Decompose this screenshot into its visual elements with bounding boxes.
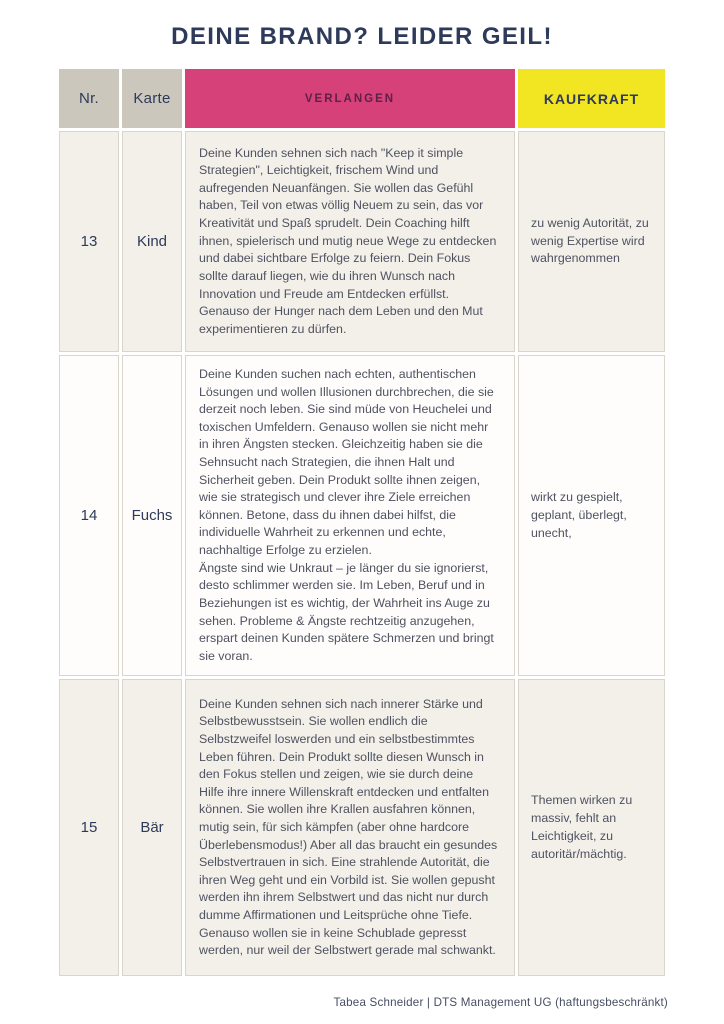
verlangen-cell <box>185 131 515 352</box>
table-header <box>59 69 665 128</box>
row-number-cell: 14 <box>59 355 119 676</box>
card-name-cell: Fuchs <box>122 355 182 676</box>
table-row <box>59 355 665 676</box>
verlangen-paragraph: Ängste sind wie Unkraut – je länger du sie ignorierst, desto schlimmer werden sie. Im Leben, Beruf und in Beziehungen ist es wichtig, der Wahrheit ins Auge zu sehen. Probleme & Ängste rechtzeitig anzugehen, erspart deinen Kunden spätere Schmerzen und bringt sie voran. <box>199 560 494 663</box>
header-kaufkraft: KAUFKRAFT <box>518 69 665 128</box>
table-row <box>59 131 665 352</box>
verlangen-paragraph: Genauso der Hunger nach dem Leben und den Mut experimentieren zu dürfen. <box>199 304 483 336</box>
kaufkraft-cell: Themen wirken zu massiv, fehlt an Leichtigkeit, zu autoritär/mächtig. <box>518 679 665 976</box>
footer-credit: Tabea Schneider | DTS Management UG (haftungsbeschränkt) <box>333 996 668 1010</box>
verlangen-cell <box>185 355 515 676</box>
row-number-cell: 13 <box>59 131 119 352</box>
table-row <box>59 679 665 976</box>
header-nr: Nr. <box>59 69 119 128</box>
verlangen-paragraph: Deine Kunden suchen nach echten, authentischen Lösungen und wollen Illusionen durchbrechen, die sie derzeit noch leben. Sie sind müde von Heuchelei und toxischen Umfeldern. Genauso wollen sie nicht mehr in ihren Ängsten stecken. Gleichzeitig haben sie die Sehnsucht nach Strategien, die ihnen Halt und Sicherheit geben. Dein Produkt sollte ihnen zeigen, wie sie strategisch und clever ihre Ziele erreichen können. Betone, dass du ihnen dabei hilfst, die individuelle Wahrheit zu erkennen und echte, nachhaltige Erfolge zu erzielen. <box>199 367 494 558</box>
header-row <box>59 69 665 128</box>
verlangen-paragraph: Genauso wollen sie in keine Schublade gepresst werden, nur weil der Selbstwert gerade mal schwankt. <box>199 925 496 958</box>
header-verlangen: VERLANGEN <box>185 69 515 128</box>
row-number-cell: 15 <box>59 679 119 976</box>
kaufkraft-cell: zu wenig Autorität, zu wenig Expertise wird wahrgenommen <box>518 131 665 352</box>
kaufkraft-cell: wirkt zu gespielt, geplant, überlegt, unecht, <box>518 355 665 676</box>
brand-table <box>56 66 668 979</box>
card-name-cell: Kind <box>122 131 182 352</box>
verlangen-cell <box>185 679 515 976</box>
verlangen-paragraph: Deine Kunden sehnen sich nach innerer Stärke und Selbstbewusstsein. Sie wollen endlich die Selbstzweifel loswerden und ein selbstbestimmtes Leben führen. Dein Produkt sollte diesen Wunsch in den Fokus stellen und zeigen, wie sie durch deine Hilfe ihre innere Willenskraft entdecken und entfalten können. Sie wollen ihre Krallen ausfahren können, mutig sein, für sich kämpfen (aber ohne hardcore Überlebensmodus!) Aber all das braucht ein gesundes Selbstvertrauen in sich. Eine strahlende Autorität, die ihren Weg geht und ein Vorbild ist. Sie wollen gepusht werden ihn ihrem Selbstwert und das nicht nur durch dumme Affirmationen und Leitsprüche ohne Tiefe. <box>199 696 498 923</box>
header-karte: Karte <box>122 69 182 128</box>
card-name-cell: Bär <box>122 679 182 976</box>
table-body <box>59 131 665 976</box>
verlangen-paragraph: Deine Kunden sehnen sich nach "Keep it simple Strategien", Leichtigkeit, frischem Wind und aufregenden Neuanfängen. Sie wollen das Gefühl haben, Teil von etwas völlig Neuem zu sein, das vor Kreativität und Spaß sprudelt. Dein Coaching hilft ihnen, spielerisch und mutig neue Wege zu entdecken und dabei sichtbare Erfolge zu feiern. Dein Fokus sollte darauf liegen, wie du ihren Wunsch nach Innovation und Freude am Entdecken erfüllst. <box>199 145 497 301</box>
page-title: DEINE BRAND? LEIDER GEIL! <box>171 23 553 50</box>
